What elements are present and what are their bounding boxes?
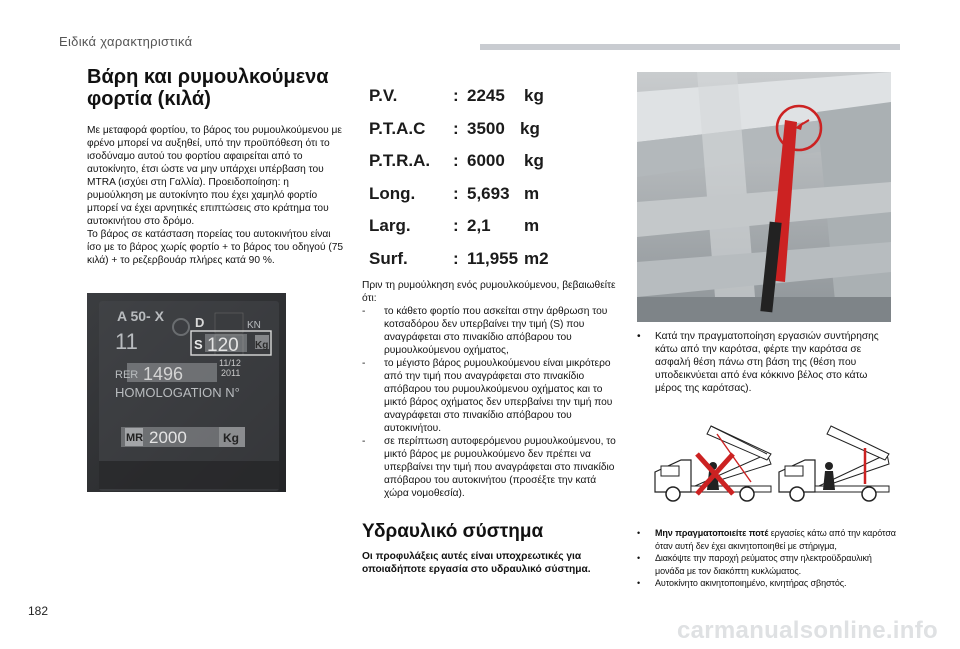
- plate-mr-value: 2000: [149, 428, 187, 447]
- section-title: Ειδικά χαρακτηριστικά: [59, 34, 193, 49]
- spec-unit: kg: [520, 118, 540, 138]
- spec-value: 5,693: [467, 183, 510, 203]
- never-work-bold: Μην πραγματοποιείτε ποτέ: [655, 528, 769, 538]
- plate-s-value: 120: [207, 335, 239, 356]
- plate-mr-unit: Kg: [223, 431, 239, 445]
- list-item: • Αυτοκίνητο ακινητοποιημένο, κινητήρας σβηστός.: [637, 577, 897, 590]
- watermark: carmanualsonline.info: [676, 617, 938, 644]
- list-item: - το μέγιστο βάρος ρυμουλκούμενου είναι μικρότερο από την τιμή που αναγράφεται στο πινακίδιο απόβαρου του ρυμουλκούμενου οχήματος και το μικτό βάρος οχήματος δεν υπερβαίνει την τιμή που αναγράφεται στο πινακίδιο απόβαρου του αυτοκινήτου.: [362, 357, 620, 435]
- weight-plate-photo: [87, 293, 286, 492]
- list-item: • Διακόψτε την παροχή ρεύματος στην ηλεκτροϋδραυλική μονάδα με τον διακόπτη κυκλώματος.: [637, 552, 897, 577]
- spec-value: 2,1: [467, 216, 491, 235]
- list-item: - σε περίπτωση αυτοφερόμενου ρυμουλκούμενου, το μικτό βάρος με ρυμουλκούμενο δεν πρέπει να υπερβαίνει την τιμή που αναγράφεται στο πινακίδιο απόβαρου του αυτοκινήτου (προσέξτε την κατά χώρα νομοθεσία).: [362, 435, 620, 500]
- spec-value: 6000: [467, 151, 505, 170]
- spec-value: 2245: [467, 86, 505, 105]
- spec-key: Larg.: [369, 216, 411, 235]
- plate-rer-value: 1496: [143, 364, 184, 384]
- plate-s-label: S: [194, 337, 203, 352]
- plate-model: A 50- X: [117, 308, 164, 324]
- spec-colon: :: [453, 151, 459, 170]
- spec-row-ptac: [369, 113, 599, 146]
- spec-key: Long.: [369, 183, 416, 203]
- spec-colon: :: [453, 248, 459, 268]
- never-work-text: εργασίες κάτω από την καρότσα όταν αυτή δεν έχει ακινητοποιηθεί με στήριγμα,: [655, 528, 896, 551]
- list-item: • Κατά την πραγματοποίηση εργασιών συντήρησης κάτω από την καρότσα, φέρτε την καρότσα σε ασφαλή θέση πάνω στη βάση της (θέση που υποδεικνύεται από ένα κόκκινο βέλος στο κάτω μέρος της καρότσας).: [637, 330, 895, 395]
- specs-table: [369, 80, 599, 275]
- plate-kn-label: KN: [247, 320, 261, 331]
- spec-colon: :: [453, 118, 459, 138]
- plate-mr-label: MR: [126, 432, 144, 444]
- plate-kg-label: Kg: [255, 340, 269, 351]
- weights-title: Βάρη και ρυμουλκούμενα φορτία (κιλά): [87, 66, 329, 110]
- spec-unit: kg: [524, 86, 544, 105]
- hydraulic-title: Υδραυλικό σύστημα: [362, 521, 544, 542]
- spec-colon: :: [453, 183, 459, 203]
- plate-e-value: 11: [115, 329, 138, 354]
- towing-list: [362, 305, 620, 500]
- spec-unit: m: [524, 216, 540, 235]
- truck-unsupported-diagram: [655, 426, 771, 501]
- weights-section: [87, 66, 345, 267]
- spec-unit: kg: [524, 151, 544, 170]
- weights-paragraph-1: Με μεταφορά φορτίου, το βάρος του ρυμουλκούμενου με φρένο μπορεί να αυξηθεί, υπό την προϋπόθεση ότι το ισοδύναμο αυτού του φορτίου αφαιρείται από το αυτοκίνητο, έτσι ώστε να μην υπάρχει υπέρβαση του MTRA (ισχύει στη Γαλλία). Προειδοποίηση: η ρυμούλκηση με αυτοκίνητο που έχει χαμηλό φορτίο μπορεί να έχει αρνητικές επιπτώσεις στο κράτημα του αυτοκινήτου στο δρόμο.: [87, 125, 342, 227]
- plate-d-label: D: [195, 315, 205, 330]
- page-number: 182: [28, 604, 49, 618]
- tipper-prop-photo: [637, 72, 891, 322]
- towing-section: [362, 279, 620, 500]
- spec-row-surf: [369, 243, 599, 276]
- spec-key: P.V.: [369, 86, 398, 105]
- weights-paragraph-2: Το βάρος σε κατάσταση πορείας του αυτοκινήτου είναι ίσο με το βάρος χωρίς φορτίο + το βάρος του οδηγού (75 κιλά) + το ρεζερβουάρ πλήρες κατά 90 %.: [87, 229, 344, 266]
- spec-colon: :: [453, 216, 459, 235]
- tipper-truck-diagrams: [651, 424, 891, 520]
- spec-value: 11,955: [467, 248, 519, 268]
- list-item: - το κάθετο φορτίο που ασκείται στην άρθρωση του κοτσαδόρου δεν υπερβαίνει την τιμή (S) που αναγράφεται στο πινακίδιο απόβαρου του ρυμουλκούμενου οχήματος,: [362, 305, 620, 357]
- spec-row-larg: [369, 210, 599, 243]
- spec-key: P.T.A.C: [369, 118, 426, 138]
- maintenance-list-2: [637, 527, 897, 590]
- plate-date: 11/12 2011: [219, 358, 241, 378]
- spec-colon: :: [453, 86, 459, 105]
- hydraulic-warning: Οι προφυλάξεις αυτές είναι υποχρεωτικές για οποιαδήποτε εργασία στο υδραυλικό σύστημα.: [362, 551, 591, 575]
- spec-unit: m: [524, 183, 540, 203]
- spec-row-long: [369, 178, 599, 211]
- header-rule: [480, 44, 900, 50]
- spec-unit: m2: [524, 248, 549, 268]
- list-item: [637, 527, 897, 552]
- spec-key: Surf.: [369, 248, 408, 268]
- spec-row-pv: [369, 80, 599, 113]
- spec-key: P.T.R.A.: [369, 151, 431, 170]
- plate-homologation: HOMOLOGATION N°: [115, 385, 240, 400]
- maintenance-list-1: [637, 330, 895, 395]
- truck-supported-diagram: [779, 426, 889, 501]
- spec-value: 3500: [467, 118, 505, 138]
- plate-rer-label: RER: [115, 369, 139, 381]
- towing-intro: Πριν τη ρυμούλκηση ενός ρυμουλκούμενου, βεβαιωθείτε ότι:: [362, 280, 616, 304]
- spec-row-ptra: [369, 145, 599, 178]
